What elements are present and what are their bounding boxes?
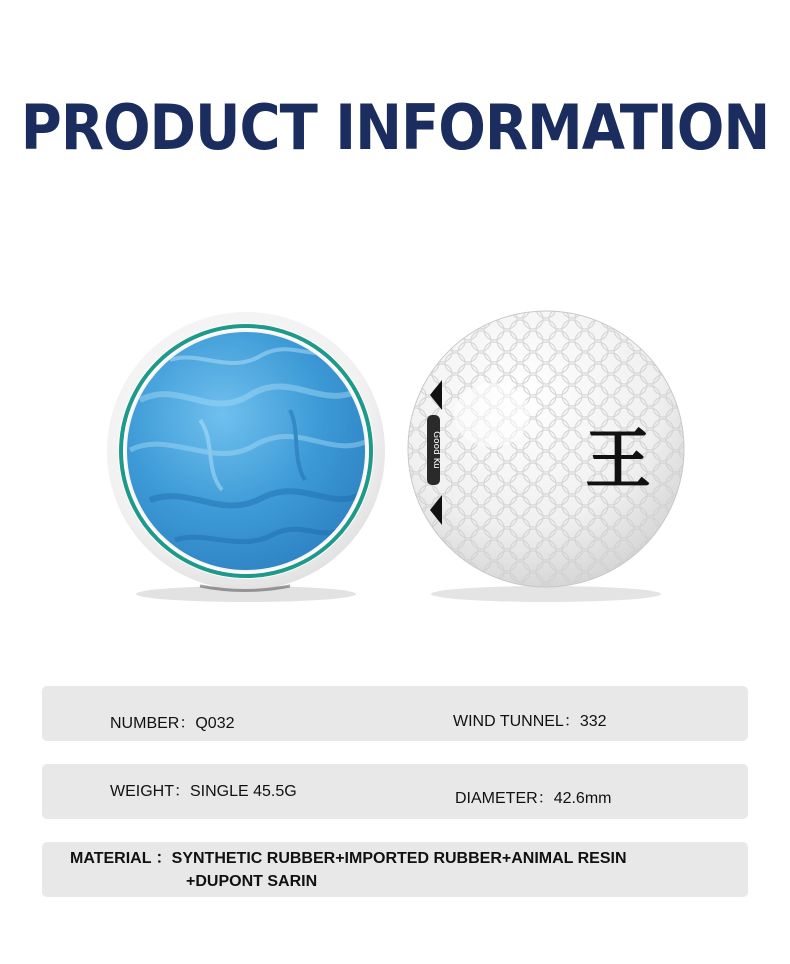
spec-value: Q032	[195, 715, 235, 732]
spec-value: SINGLE 45.5G	[190, 783, 297, 800]
ball-mark: 王	[585, 420, 651, 498]
spec-value: 42.6mm	[553, 790, 612, 807]
golf-ball	[400, 300, 700, 600]
page-title: PRODUCT INFORMATION	[20, 92, 770, 165]
spec-number	[110, 710, 234, 733]
spec-label: DIAMETER：	[455, 790, 554, 807]
spec-value-line1: SYNTHETIC RUBBER+IMPORTED RUBBER+ANIMAL RESIN	[171, 850, 627, 867]
spec-row-number	[42, 686, 748, 741]
spec-diameter	[455, 785, 611, 808]
spec-material	[70, 847, 627, 893]
spec-value-line2: +DUPONT SARIN	[186, 873, 318, 890]
side-logo-text: Good Ku	[431, 431, 441, 469]
spec-value: 332	[579, 713, 607, 730]
spec-wind-tunnel	[453, 708, 607, 731]
spec-row-material	[42, 842, 748, 897]
spec-weight	[110, 778, 297, 801]
spec-label: NUMBER：	[110, 715, 196, 732]
cut-ball-cross-section	[107, 312, 385, 591]
spec-label: WEIGHT：	[110, 783, 190, 800]
spec-label: MATERIAL ：	[70, 850, 172, 867]
product-image	[0, 300, 790, 620]
spec-row-weight	[42, 764, 748, 819]
spec-label: WIND TUNNEL：	[453, 713, 580, 730]
